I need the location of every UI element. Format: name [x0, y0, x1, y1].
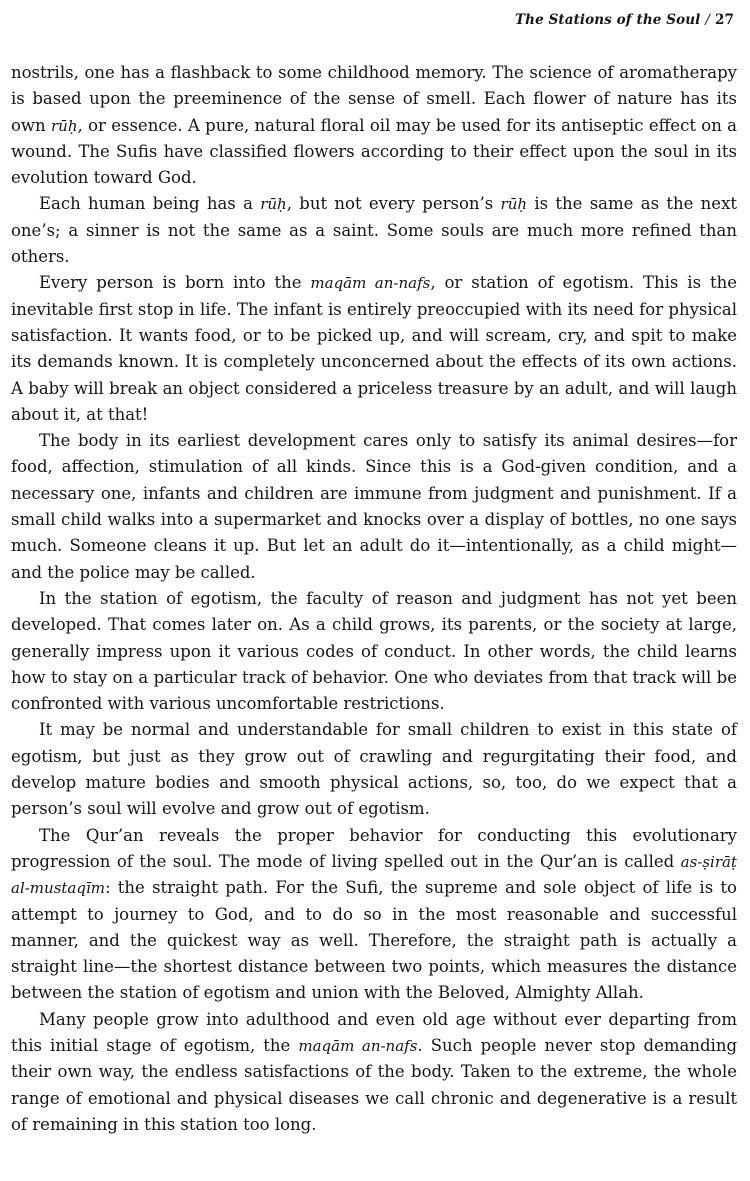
text-run: It may be normal and understandable for small children to exist in this state of egotism, but just as they grow out of crawling and regurgitating their food, and develop mature bodies and smooth physical actions, so, too, do we expect that a person’s soul will evolve and grow out of egotism. — [11, 720, 737, 819]
text-run: nostrils, one has a flashback to some childhood memory. The science of aromatherapy is based upon the preeminence of the sense of smell. Each flower of nature has its own — [11, 63, 737, 135]
paragraph-8 — [11, 1007, 737, 1138]
text-run: The Qur’an reveals the proper behavior for conducting this evolutionary progression of the soul. The mode of living spelled out in the Qur’an is called — [11, 825, 737, 871]
transliterated-term: rūḥ — [51, 116, 78, 135]
running-head — [515, 12, 734, 28]
transliterated-term: rūḥ — [260, 195, 287, 214]
text-run: Every person is born into the — [39, 273, 311, 293]
text-run: is the same as the next one’s; a sinner is not the same as a saint. Some souls are much more refined than others. — [11, 194, 738, 267]
paragraph-5 — [11, 586, 737, 717]
text-run: , or station of egotism. This is the inevitable first stop in life. The infant is entirely preoccupied with its need for physical satisfaction. It wants food, or to be picked up, and will scream, cry, and spit to make its demands known. It is completely unconcerned about the effects of its own actions. A baby will break an object considered a priceless treasure by an adult, and will laugh about it, at that! — [11, 273, 738, 424]
transliterated-term: maqām an-nafs — [310, 274, 431, 293]
text-run: , or essence. A pure, natural floral oil may be used for its antiseptic effect on a wound. The Sufis have classified flowers according to their effect upon the soul in its evolution toward God. — [11, 115, 737, 188]
running-head-separator: / — [705, 12, 710, 28]
page-number: 27 — [715, 12, 734, 28]
transliterated-term: as-ṣirāṭ al-mustaqīm — [11, 852, 737, 898]
paragraph-2 — [11, 191, 737, 270]
text-run: . Such people never stop demanding their own way, the endless satisfactions of the body. Taken to the extreme, the whole range of emotional and physical diseases we call chronic and degenerative is a result of remaining in this station too long. — [11, 1035, 738, 1134]
paragraph-6 — [11, 717, 737, 822]
transliterated-term: rūḥ — [500, 195, 528, 214]
text-run: The body in its earliest development cares only to satisfy its animal desires—for food, affection, stimulation of all kinds. Since this is a God-given condition, and a necessary one, infants and children are immune from judgment and punishment. If a small child walks into a supermarket and knocks over a display of bottles, no one says much. Someone cleans it up. But let an adult do it—intentionally, as a child might—and the police may be called. — [11, 431, 737, 582]
transliterated-term: maqām an-nafs — [298, 1036, 418, 1055]
text-run: In the station of egotism, the faculty of reason and judgment has not yet been developed. That comes later on. As a child grows, its parents, or the society at large, generally impress upon it various codes of conduct. In other words, the child learns how to stay on a particular track of behavior. One who deviates from that track will be confronted with various uncomfortable restrictions. — [11, 588, 737, 714]
paragraph-1 — [11, 60, 737, 191]
text-run: , but not every person’s — [286, 194, 501, 214]
body-text — [11, 60, 737, 1138]
text-run: : the straight path. For the Sufi, the supreme and sole object of life is to attempt to journey to God, and to do so in the most reasonable and successful manner, and the quickest way as well. Therefore, the straight path is actually a straight line—the shortest distance between two points, which measures the distance between the station of egotism and union with the Beloved, Almighty Allah. — [11, 878, 737, 1003]
paragraph-3 — [11, 270, 737, 428]
running-head-title: The Stations of the Soul — [515, 12, 701, 28]
text-run: Many people grow into adulthood and even old age without ever departing from this initial stage of egotism, the — [11, 1009, 737, 1055]
paragraph-4 — [11, 428, 737, 586]
paragraph-7 — [11, 823, 737, 1007]
text-run: Each human being has a — [39, 194, 261, 214]
